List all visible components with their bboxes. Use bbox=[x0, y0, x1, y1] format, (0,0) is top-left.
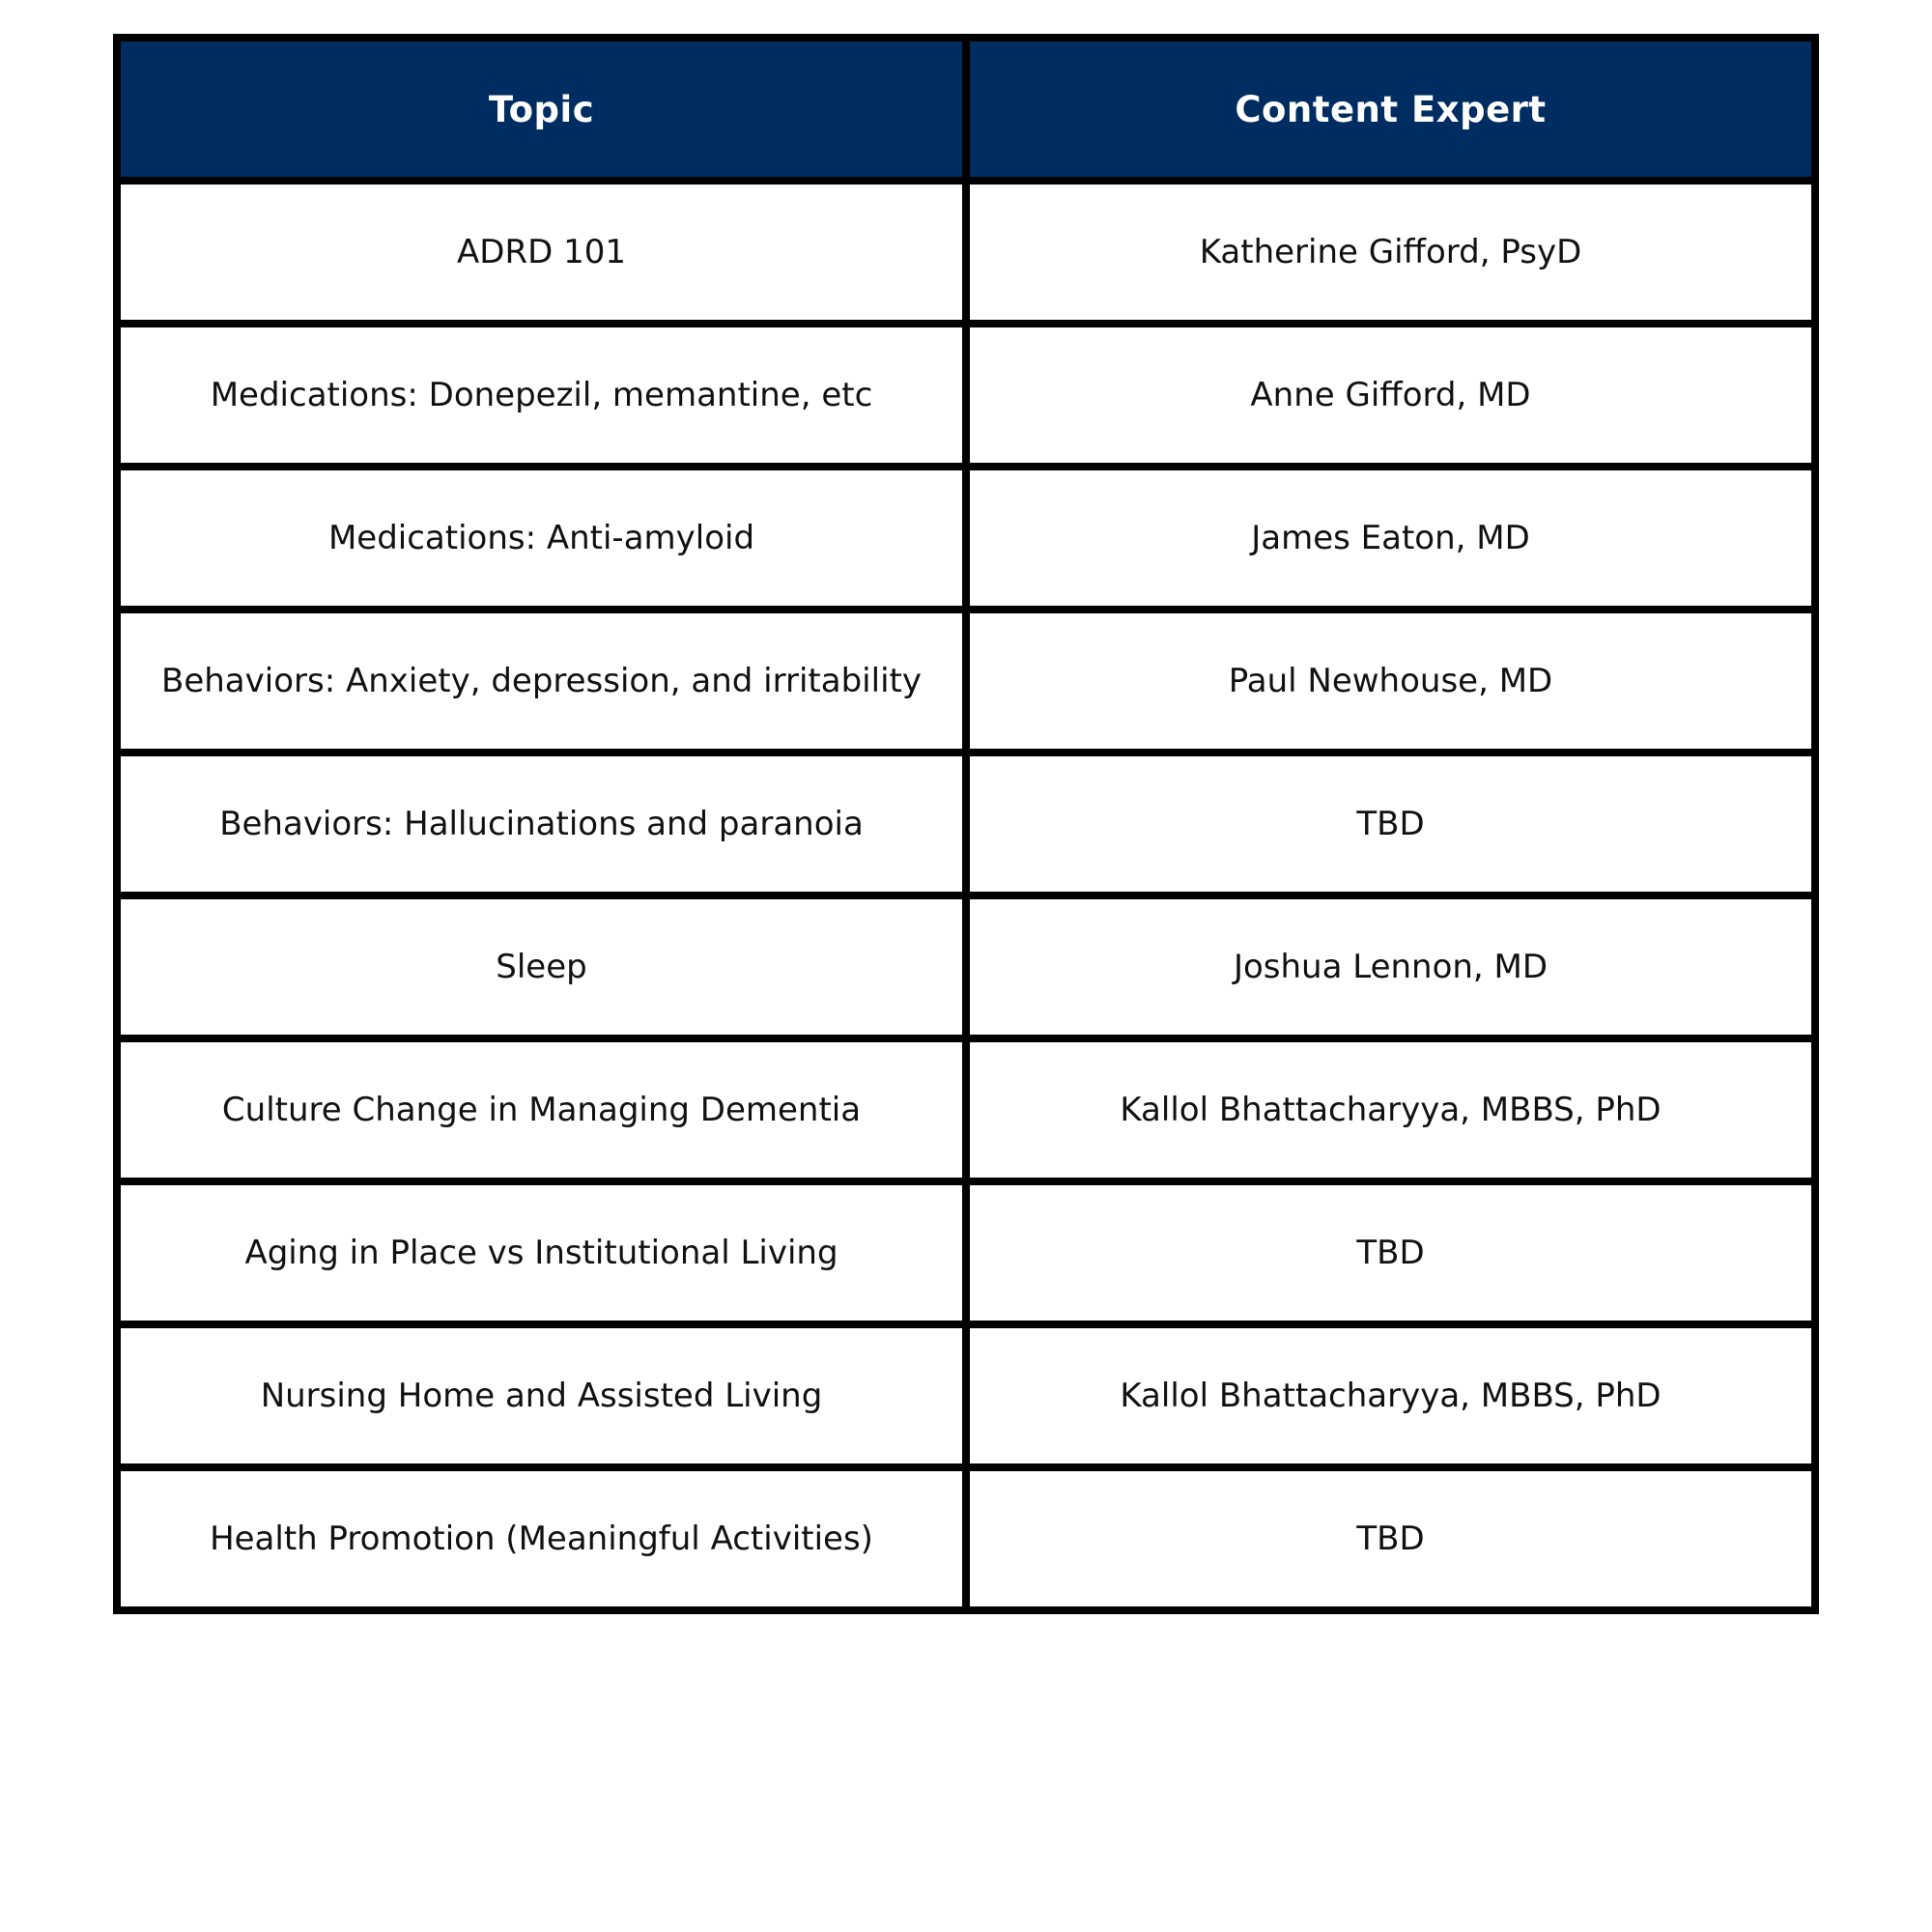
content-expert-cell: Paul Newhouse, MD bbox=[966, 610, 1815, 753]
topics-experts-table bbox=[113, 34, 1819, 1614]
topic-cell: Behaviors: Anxiety, depression, and irritability bbox=[117, 610, 966, 753]
table-row bbox=[117, 324, 1815, 467]
content-expert-cell: TBD bbox=[966, 1181, 1815, 1324]
content-expert-cell: Katherine Gifford, PsyD bbox=[966, 181, 1815, 324]
table-row bbox=[117, 467, 1815, 610]
column-header-content-expert: Content Expert bbox=[966, 38, 1815, 181]
content-expert-cell: James Eaton, MD bbox=[966, 467, 1815, 610]
topic-cell: Behaviors: Hallucinations and paranoia bbox=[117, 753, 966, 895]
content-expert-cell: Anne Gifford, MD bbox=[966, 324, 1815, 467]
table-row bbox=[117, 1038, 1815, 1181]
table-row bbox=[117, 1324, 1815, 1467]
topic-cell: Health Promotion (Meaningful Activities) bbox=[117, 1467, 966, 1610]
table-row bbox=[117, 1467, 1815, 1610]
content-expert-cell: Kallol Bhattacharyya, MBBS, PhD bbox=[966, 1324, 1815, 1467]
topic-cell: Culture Change in Managing Dementia bbox=[117, 1038, 966, 1181]
topic-cell: Nursing Home and Assisted Living bbox=[117, 1324, 966, 1467]
table-row bbox=[117, 610, 1815, 753]
topic-cell: Medications: Donepezil, memantine, etc bbox=[117, 324, 966, 467]
table-header bbox=[117, 38, 1815, 181]
content-expert-cell: TBD bbox=[966, 1467, 1815, 1610]
topic-cell: Medications: Anti-amyloid bbox=[117, 467, 966, 610]
table-row bbox=[117, 1181, 1815, 1324]
table-row bbox=[117, 181, 1815, 324]
header-row bbox=[117, 38, 1815, 181]
topic-cell: ADRD 101 bbox=[117, 181, 966, 324]
topic-cell: Sleep bbox=[117, 895, 966, 1038]
table-body bbox=[117, 181, 1815, 1610]
content-expert-cell: Kallol Bhattacharyya, MBBS, PhD bbox=[966, 1038, 1815, 1181]
column-header-topic: Topic bbox=[117, 38, 966, 181]
content-expert-cell: TBD bbox=[966, 753, 1815, 895]
table-row bbox=[117, 895, 1815, 1038]
table-row bbox=[117, 753, 1815, 895]
topic-cell: Aging in Place vs Institutional Living bbox=[117, 1181, 966, 1324]
content-expert-cell: Joshua Lennon, MD bbox=[966, 895, 1815, 1038]
